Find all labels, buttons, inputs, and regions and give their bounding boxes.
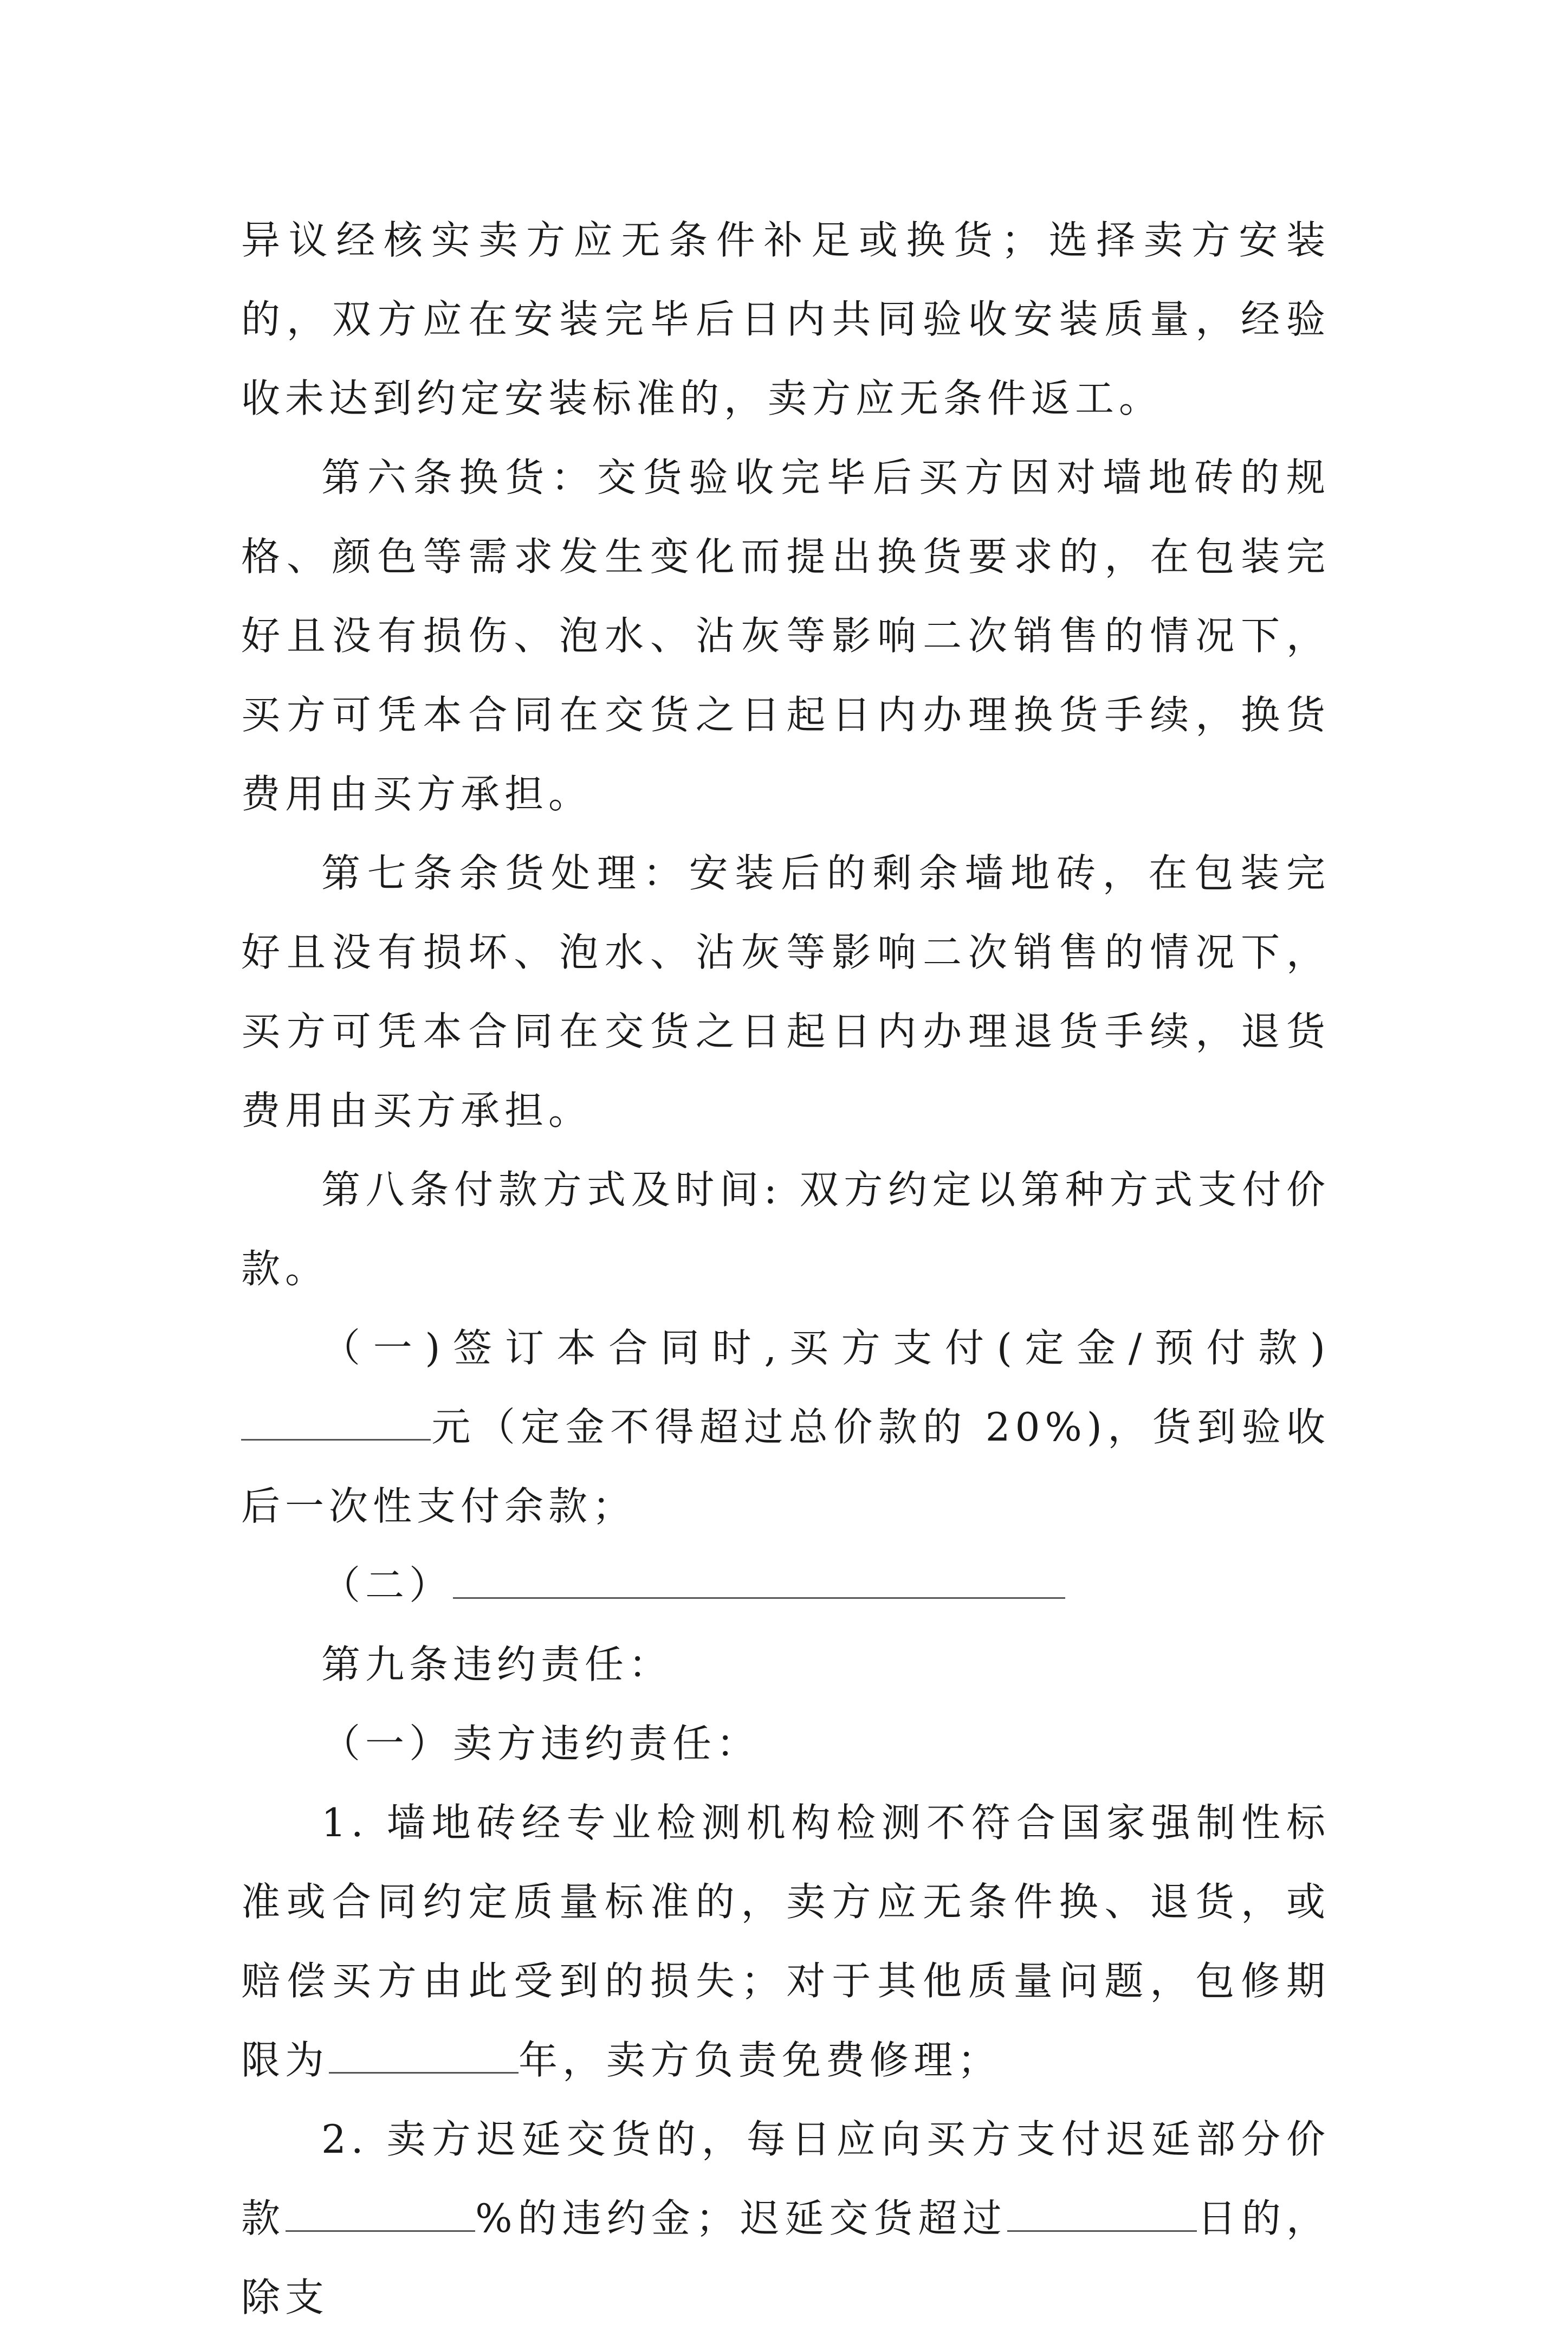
deposit-amount-blank — [241, 1406, 431, 1441]
article-6-exchange — [241, 438, 1330, 834]
article-8-payment — [241, 1150, 1330, 1308]
paragraph-inspection-continuation — [241, 201, 1330, 438]
paragraph-text: 第九条违约责任： — [321, 1642, 673, 1687]
article-9-liability — [241, 1625, 1330, 1704]
paragraph-text: 第六条换货：交货验收完毕后买方因对墙地砖的规格、颜色等需求发生变化而提出换货要求的，在包装完好且没有损伤、泡水、沾灰等影响二次销售的情况下，买方可凭本合同在交货之日起日内办理换货手续，换货费用由买方承担。 — [241, 455, 1330, 817]
paragraph-text: 年，卖方负责免费修理； — [519, 2037, 1002, 2083]
warranty-years-blank — [329, 2039, 519, 2074]
paragraph-text: 元（定金不得超过总价款的 20%)，货到验收后一次性支付余款； — [241, 1404, 1330, 1529]
seller-liability-item-2 — [241, 2100, 1330, 2337]
delay-days-blank — [1007, 2198, 1197, 2232]
paragraph-text: （一）卖方违约责任： — [321, 1721, 761, 1766]
paragraph-text: （一)签订本合同时,买方支付(定金/预付款) — [321, 1325, 1330, 1371]
article-7-surplus-goods — [241, 834, 1330, 1150]
payment-option-1 — [241, 1308, 1330, 1546]
paragraph-text: 第八条付款方式及时间: 双方约定以第种方式支付价款。 — [241, 1167, 1330, 1292]
paragraph-text: 2. 卖方迟延交货的，每日应向买方支付迟延部分价款 — [241, 2116, 1330, 2241]
paragraph-text: %的违约金；迟延交货超过 — [475, 2196, 1007, 2241]
penalty-percent-blank — [286, 2198, 475, 2232]
contract-body — [241, 201, 1330, 2337]
paragraph-text: 第七条余货处理：安装后的剩余墙地砖，在包装完好且没有损坏、泡水、沾灰等影响二次销售的情况下，买方可凭本合同在交货之日起日内办理退货手续，退货费用由买方承担。 — [241, 850, 1330, 1133]
seller-liability-item-1 — [241, 1783, 1330, 2100]
payment-option-2 — [241, 1546, 1330, 1625]
paragraph-text: 异议经核实卖方应无条件补足或换货；选择卖方安装的，双方应在安装完毕后日内共同验收安装质量，经验收未达到约定安装标准的，卖方应无条件返工。 — [241, 217, 1330, 421]
option-2-blank — [453, 1565, 1065, 1599]
seller-liability-heading — [241, 1704, 1330, 1783]
paragraph-text: 日的，除支 — [241, 2196, 1330, 2320]
paragraph-text: 1. 墙地砖经专业检测机构检测不符合国家强制性标准或合同约定质量标准的，卖方应无条件换、退货，或赔偿买方由此受到的损失；对于其他质量问题，包修期限为 — [241, 1800, 1330, 2083]
paragraph-text: （二） — [321, 1563, 453, 1608]
